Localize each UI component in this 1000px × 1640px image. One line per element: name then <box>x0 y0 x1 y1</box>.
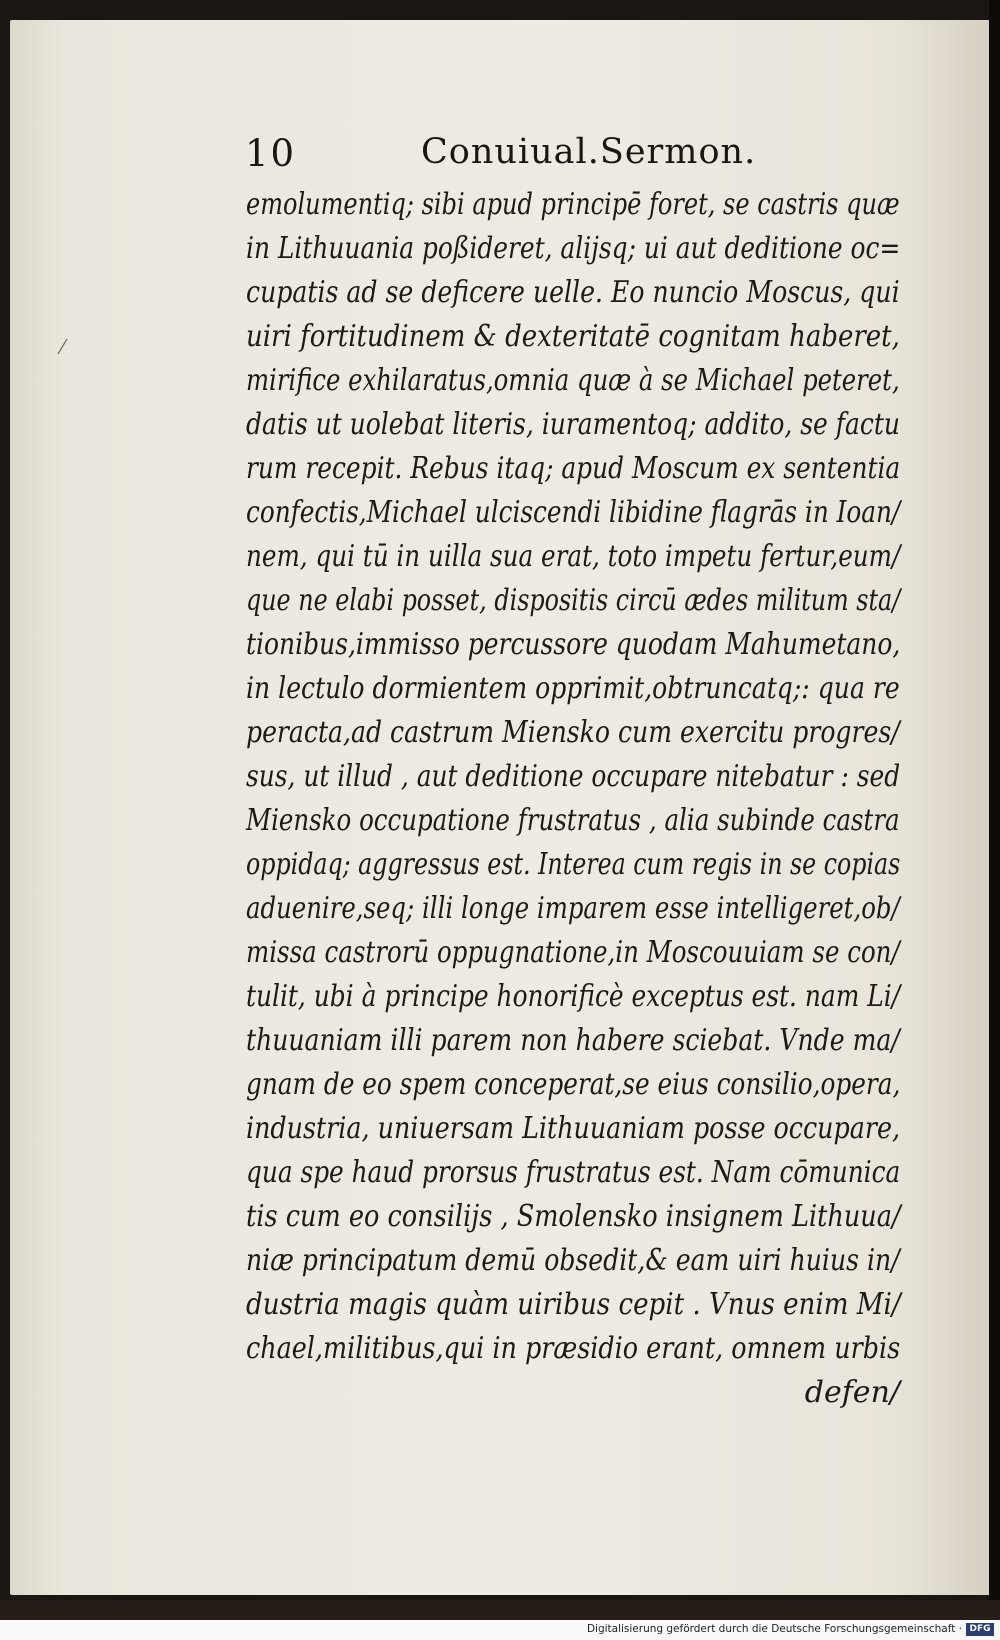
text-line: datis ut uolebat literis, iuramentoq; addito, se factu <box>246 407 900 442</box>
text-line: tulit, ubi à principe honorificè exceptus est. nam Li/ <box>246 979 901 1014</box>
text-line: mirifice exhilaratus,omnia quæ à se Michael peteret, <box>246 363 900 398</box>
text-line: in Lithuuania poßideret, alijsq; ui aut deditione oc= <box>246 231 901 266</box>
footer-bar <box>0 1620 1000 1640</box>
text-line: gnam de eo spem conceperat,se eius consilio,opera, <box>246 1067 901 1102</box>
body-text <box>246 183 900 1415</box>
text-line: aduenire,seq; illi longe imparem esse intelligeret,ob/ <box>246 891 900 926</box>
text-line: thuuaniam illi parem non habere sciebat. Vnde ma/ <box>246 1023 900 1058</box>
page-header <box>245 132 900 176</box>
text-line: tionibus,immisso percussore quodam Mahumetano, <box>246 627 901 662</box>
text-line: industria, uniuersam Lithuuaniam posse occupare, <box>246 1111 901 1146</box>
scanner-bottom-border <box>0 1600 1000 1620</box>
text-line: qua spe haud prorsus frustratus est. Nam cōmunica <box>246 1155 901 1190</box>
dfg-logo: DFG <box>966 1623 994 1636</box>
text-line: emolumentiq; sibi apud principē foret, se castris quæ <box>246 187 900 222</box>
text-line: confectis,Michael ulciscendi libidine flagrās in Ioan/ <box>246 495 901 530</box>
funding-credit: Digitalisierung gefördert durch die Deutsche Forschungsgemeinschaft · <box>586 1623 962 1635</box>
text-line: nem, qui tū in uilla sua erat, toto impetu fertur,eum/ <box>246 539 901 574</box>
text-line: in lectulo dormientem opprimit,obtruncatq;: qua re <box>246 671 900 706</box>
catchword: defen/ <box>804 1375 900 1410</box>
text-line: dustria magis quàm uiribus cepit . Vnus enim Mi/ <box>246 1287 901 1322</box>
text-line: missa castrorū oppugnatione,in Moscouuiam se con/ <box>246 935 900 970</box>
text-line: tis cum eo consilijs , Smolensko insignem Lithuua/ <box>246 1199 901 1234</box>
running-title: Conuiual.Sermon. <box>421 132 757 172</box>
margin-mark <box>56 338 68 356</box>
text-line: cupatis ad se deficere uelle. Eo nuncio Moscus, qui <box>246 275 900 310</box>
scanner-right-border <box>989 0 1000 1640</box>
page-number: 10 <box>245 132 297 175</box>
text-line: niæ principatum demū obsedit,& eam uiri huius in/ <box>246 1243 900 1278</box>
text-line: oppidaq; aggressus est. Interea cum regis in se copias <box>246 847 901 882</box>
text-line: chael,militibus,qui in præsidio erant, omnem urbis <box>246 1331 901 1366</box>
text-line: sus, ut illud , aut deditione occupare nitebatur : sed <box>246 759 901 794</box>
text-line: Miensko occupatione frustratus , alia subinde castra <box>246 803 900 838</box>
text-line: rum recepit. Rebus itaq; apud Moscum ex sententia <box>246 451 901 486</box>
text-line: uiri fortitudinem & dexteritatē cognitam haberet, <box>246 319 900 354</box>
text-line: que ne elabi posset, dispositis circū ædes militum sta/ <box>246 583 901 618</box>
text-line: peracta,ad castrum Miensko cum exercitu progres/ <box>246 715 900 750</box>
